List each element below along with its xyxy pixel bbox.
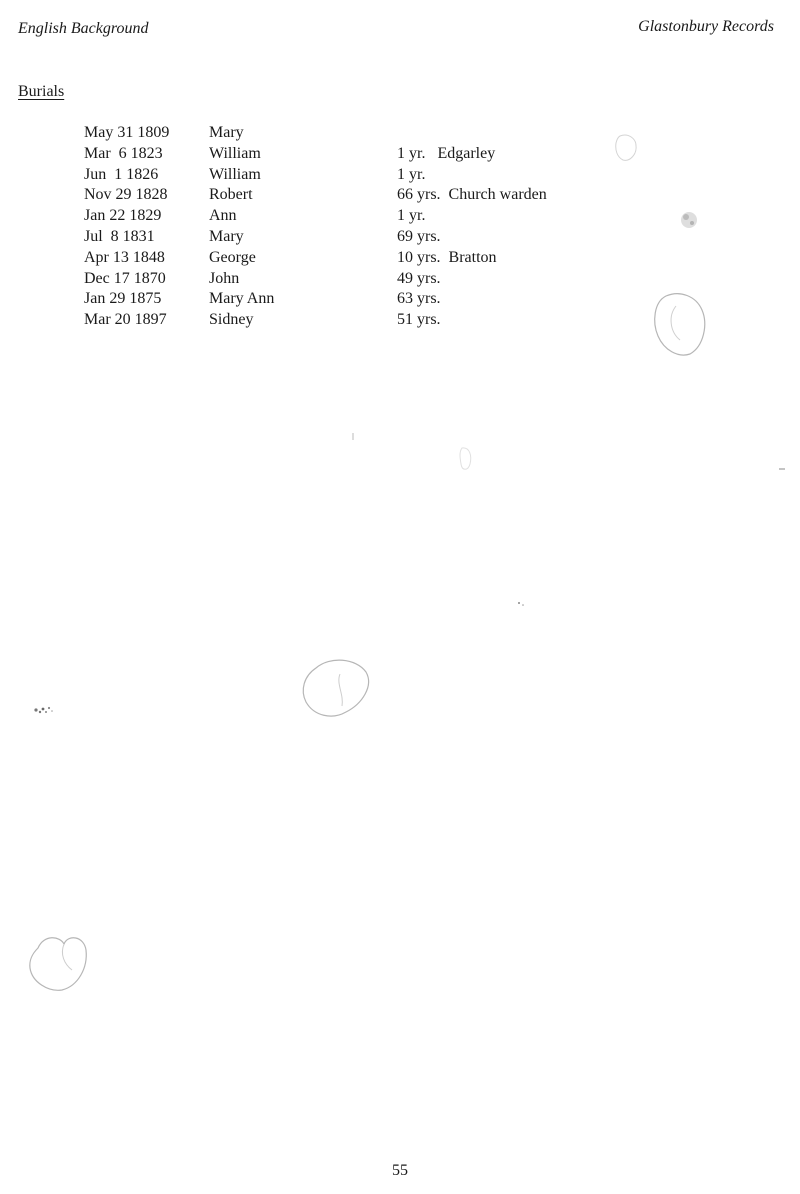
burial-age-note: 66 yrs. Church warden [397,186,547,204]
burial-age-note [397,123,547,144]
paper-speck [676,206,702,234]
paper-speck [516,600,526,608]
burial-date: Mar 6 1823 [84,144,163,162]
table-row [84,248,547,269]
running-header-left: English Background [18,20,149,37]
burial-name: Mary Ann [209,290,275,308]
burial-name: George [209,248,256,266]
burial-name: Mary [209,124,244,141]
table-row [84,123,547,144]
burial-name: Sidney [209,311,254,329]
table-row [84,165,547,186]
burial-age-note: 49 yrs. [397,269,441,287]
table-row [84,227,547,248]
burial-date: Apr 13 1848 [84,248,165,266]
paper-blemish [646,288,712,360]
running-header-right: Glastonbury Records [638,18,774,35]
page-number: 55 [392,1162,408,1179]
section-title: Burials [18,83,65,100]
burials-table [84,123,547,331]
burial-date: May 31 1809 [84,124,170,141]
burial-name: William [209,165,261,183]
burial-name: William [209,144,261,162]
burial-date: Nov 29 1828 [84,186,168,204]
burial-date: Jun 1 1826 [84,165,159,183]
burial-date: Mar 20 1897 [84,311,167,329]
burial-name: Mary [209,227,244,245]
paper-blemish [24,930,94,996]
burial-age-note: 63 yrs. [397,290,441,308]
table-row [84,144,547,165]
paper-speck [350,432,356,442]
table-row [84,206,547,227]
burial-name: Ann [209,207,237,225]
table-row [84,310,547,331]
paper-speck [778,466,786,472]
paper-blemish [612,132,642,164]
table-row [84,269,547,290]
table-row [84,185,547,206]
table-row [84,289,547,310]
burial-age-note: 51 yrs. [397,311,441,329]
burial-age-note: 10 yrs. Bratton [397,248,497,266]
burial-date: Jan 22 1829 [84,207,162,225]
burial-date: Jan 29 1875 [84,290,162,308]
paper-blemish [296,654,376,724]
burial-age-note: 69 yrs. [397,227,441,245]
paper-speck [30,700,58,720]
burial-date: Dec 17 1870 [84,269,166,287]
burial-name: Robert [209,186,253,204]
paper-blemish [456,444,476,474]
burial-age-note: 1 yr. Edgarley [397,144,496,162]
burial-date: Jul 8 1831 [84,227,155,245]
burial-age-note: 1 yr. [397,207,426,225]
burial-name: John [209,269,240,287]
burial-age-note: 1 yr. [397,165,426,183]
